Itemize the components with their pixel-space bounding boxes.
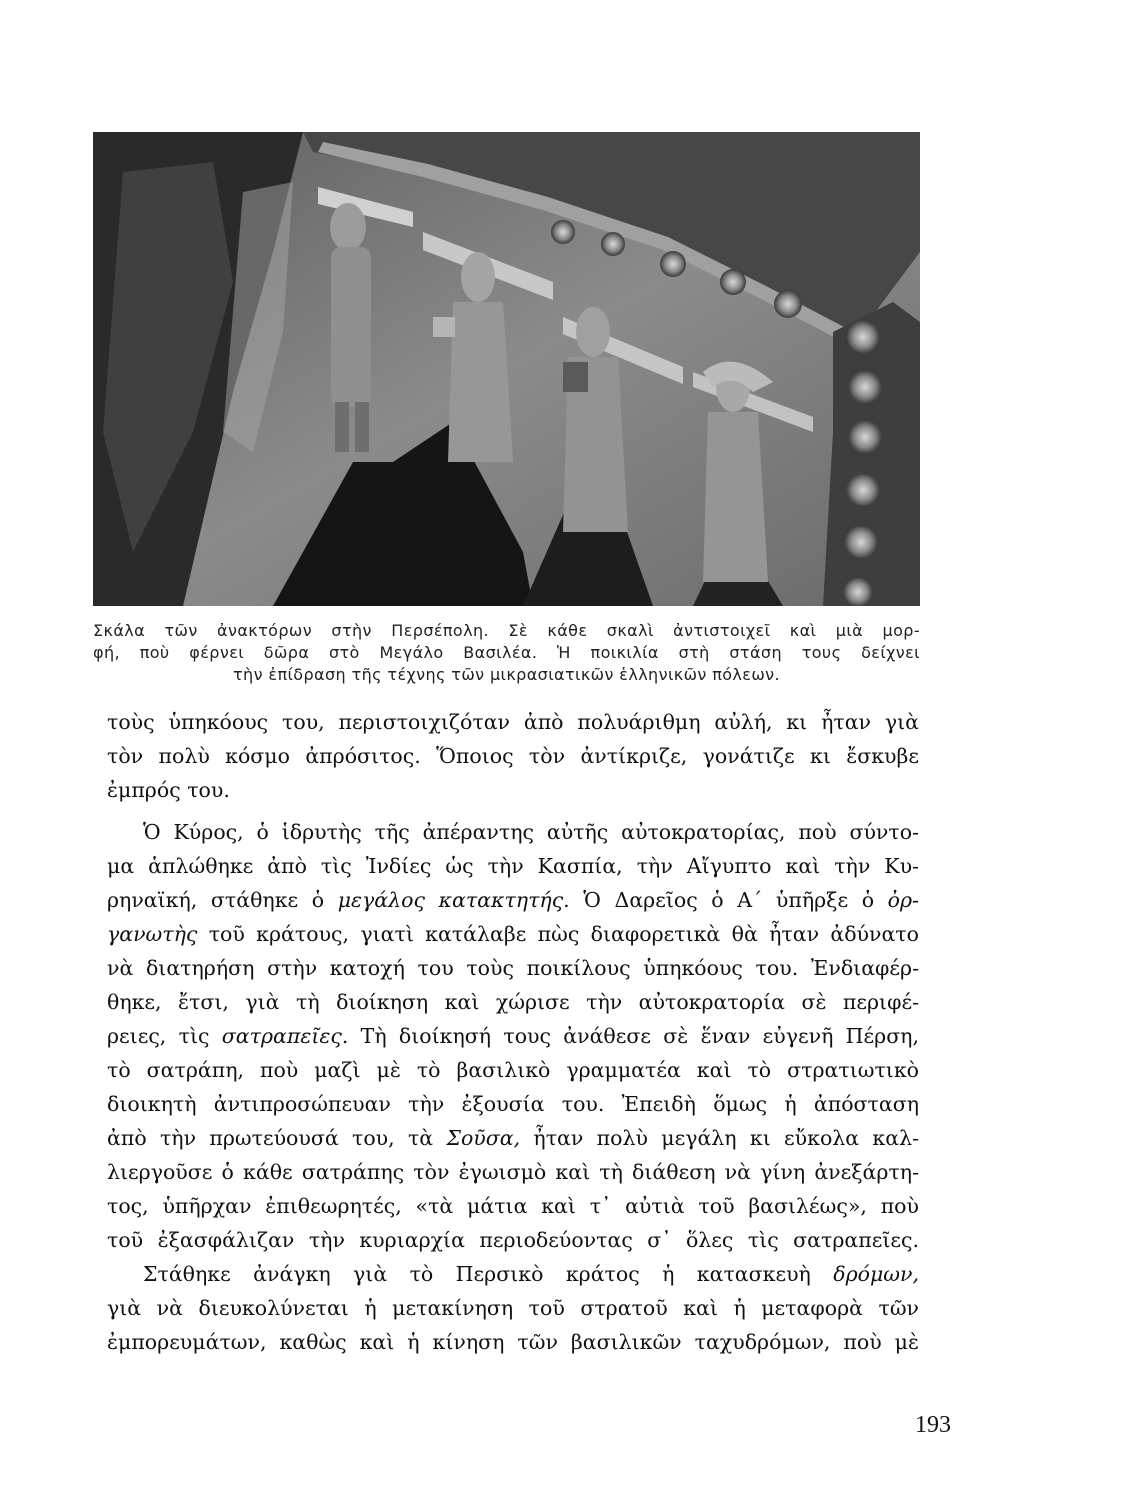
caption-line: τὴν ἐπίδραση τῆς τέχνης τῶν μικρασιατικῶν ἑλληνικῶν πόλεων. xyxy=(233,665,780,684)
text-run: ἀπὸ τὴν πρωτεύουσά του, τὰ xyxy=(107,1126,447,1150)
emphasis-text: δρόμων, xyxy=(833,1262,919,1286)
text-line: γιὰ νὰ διευκολύνεται ἡ μετακίνηση τοῦ στρατοῦ καὶ ἡ μεταφορὰ τῶν xyxy=(107,1296,919,1320)
emphasis-text: γανωτὴς xyxy=(107,922,198,946)
text-line: μα ἁπλώθηκε ἀπὸ τὶς Ἰνδίες ὡς τὴν Κασπία, τὴν Αἴγυπτο καὶ τὴν Κυ- xyxy=(107,854,919,878)
text-run: Στάθηκε ἀνάγκη γιὰ τὸ Περσικὸ κράτος ἡ κατασκευὴ xyxy=(143,1262,834,1286)
text-run: . Ὁ Δαρεῖος ὁ Α΄ ὑπῆρξε ὁ xyxy=(563,888,888,912)
emphasis-text: σατραπεῖες xyxy=(221,1024,342,1048)
text-run: ρηναϊκή, στάθηκε ὁ xyxy=(107,888,338,912)
text-line: λιεργοῦσε ὁ κάθε σατράπης τὸν ἐγωισμὸ καὶ τὴ διάθεση νὰ γίνη ἀνεξάρτη- xyxy=(107,1160,919,1184)
emphasis-text: Σοῦσα, xyxy=(446,1126,521,1150)
text-run: ρειες, τὶς xyxy=(107,1024,222,1048)
text-line: τὸν πολὺ κόσμο ἀπρόσιτος. Ὅποιος τὸν ἀντίκριζε, γονάτιζε κι ἔσκυβε xyxy=(107,744,919,768)
text-run: ἦταν πολὺ μεγάλη κι εὔκολα καλ- xyxy=(520,1126,920,1150)
text-run: . Τὴ διοίκησή τους ἀνάθεσε σὲ ἕναν εὐγενῆ Πέρση, xyxy=(341,1024,919,1048)
text-line: Ὁ Κύρος, ὁ ἱδρυτὴς τῆς ἀπέραντης αὐτῆς αὐτοκρατορίας, ποὺ σύντο- xyxy=(143,820,919,844)
text-line xyxy=(107,917,919,951)
relief-illustration xyxy=(93,132,920,606)
emphasis-text: μεγάλος κατακτητής xyxy=(337,888,564,912)
page-number: 193 xyxy=(915,1412,951,1438)
persepolis-staircase-photo xyxy=(93,132,920,606)
text-line: θηκε, ἔτσι, γιὰ τὴ διοίκηση καὶ χώρισε τὴν αὐτοκρατορία σὲ περιφέ- xyxy=(107,990,919,1014)
text-line: τοῦ ἐξασφάλιζαν τὴν κυριαρχία περιοδεύοντας σ᾿ ὅλες τὶς σατραπεῖες. xyxy=(107,1228,919,1252)
text-run: τοῦ κράτους, γιατὶ κατάλαβε πὼς διαφορετικὰ θὰ ἦταν ἀδύνατο xyxy=(197,922,919,946)
text-line: ἐμπρός του. xyxy=(107,778,230,802)
text-line xyxy=(107,1257,919,1291)
caption-line: Σκάλα τῶν ἀνακτόρων στὴν Περσέπολη. Σὲ κάθε σκαλὶ ἀντιστοιχεῖ καὶ μιὰ μορ- xyxy=(93,621,920,640)
text-line: νὰ διατηρήση στὴν κατοχή του τοὺς ποικίλους ὑπηκόους του. Ἐνδιαφέρ- xyxy=(107,956,919,980)
text-line: διοικητὴ ἀντιπροσώπευαν τὴν ἐξουσία του. Ἐπειδὴ ὅμως ἡ ἀπόσταση xyxy=(107,1092,919,1116)
text-line xyxy=(107,1019,919,1053)
figure-caption xyxy=(93,620,920,686)
text-line: ἐμπορευμάτων, καθὼς καὶ ἡ κίνηση τῶν βασιλικῶν ταχυδρόμων, ποὺ μὲ xyxy=(107,1330,919,1354)
text-line: τὸ σατράπη, ποὺ μαζὶ μὲ τὸ βασιλικὸ γραμματέα καὶ τὸ στρατιωτικὸ xyxy=(107,1058,919,1082)
text-line xyxy=(107,1121,919,1155)
caption-line: φή, ποὺ φέρνει δῶρα στὸ Μεγάλο Βασιλέα. Ἡ ποικιλία στὴ στάση τους δείχνει xyxy=(93,643,920,662)
emphasis-text: ὀρ- xyxy=(887,888,919,912)
text-line: τοὺς ὑπηκόους του, περιστοιχιζόταν ἀπὸ πολυάριθμη αὐλή, κι ἦταν γιὰ xyxy=(107,710,919,734)
text-line xyxy=(107,883,919,917)
text-line: τος, ὑπῆρχαν ἐπιθεωρητές, «τὰ μάτια καὶ τ᾿ αὐτιὰ τοῦ βασιλέως», ποὺ xyxy=(107,1194,919,1218)
body-text xyxy=(107,705,919,1359)
